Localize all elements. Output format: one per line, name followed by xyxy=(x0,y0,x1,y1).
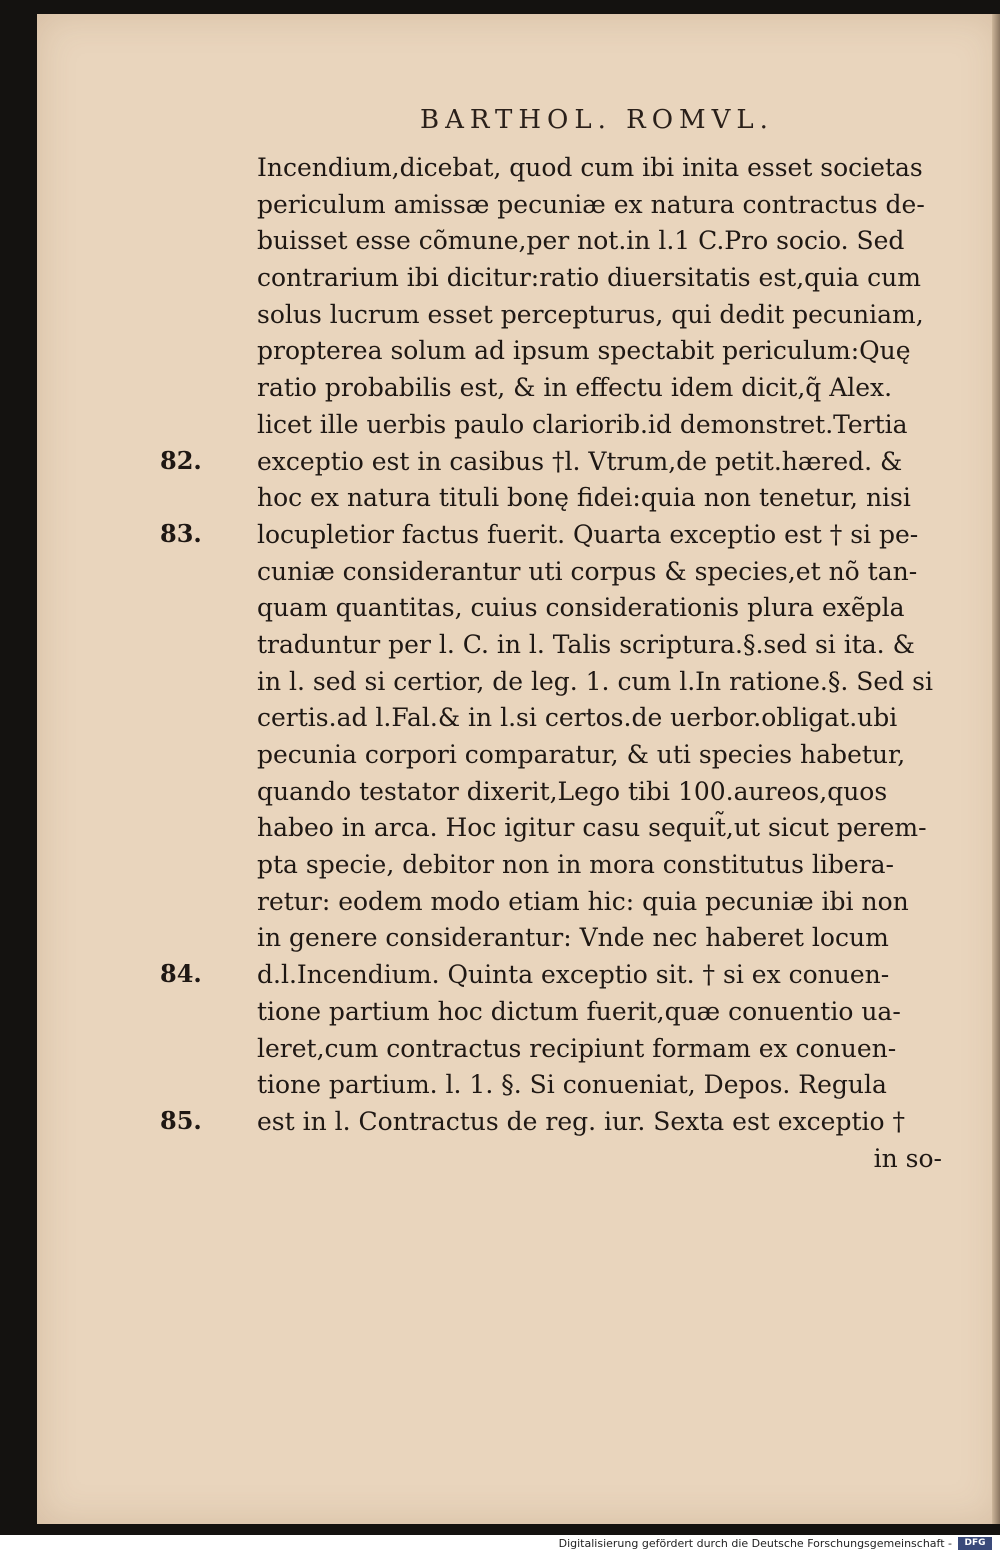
text-line: cuniæ considerantur uti corpus & species,et nõ tan- xyxy=(257,556,918,586)
text-line: tione partium hoc dictum fuerit,quæ conuentio ua- xyxy=(257,996,901,1026)
text-line: propterea solum ad ipsum spectabit periculum:Quę xyxy=(257,336,911,366)
text-line: pecunia corpori comparatur, & uti species habetur, xyxy=(257,740,906,769)
text-line: tione partium. l. 1. §. Si conueniat, Depos. Regula xyxy=(257,1070,887,1100)
marginal-number: 84. xyxy=(160,959,202,989)
footer-bar xyxy=(0,1535,1000,1553)
marginal-number: 83. xyxy=(160,519,202,548)
text-line: leret,cum contractus recipiunt formam ex conuen- xyxy=(257,1033,897,1063)
text-line: certis.ad l.Fal.& in l.si certos.de uerbor.obligat.ubi xyxy=(257,703,898,733)
text-line: quam quantitas, cuius considerationis plura exẽpla xyxy=(257,593,905,623)
text-line: hoc ex natura tituli bonę fidei:quia non tenetur, nisi xyxy=(257,483,911,513)
text-line: solus lucrum esset percepturus, qui dedit pecuniam, xyxy=(257,299,924,329)
text-line: Incendium,dicebat, quod cum ibi inita esset societas xyxy=(257,153,923,182)
text-line: licet ille uerbis paulo clariorib.id demonstret.Tertia xyxy=(257,409,908,439)
text-line: locupletior factus fuerit. Quarta exceptio est † si pe- xyxy=(257,519,919,549)
text-line: contrarium ibi dicitur:ratio diuersitatis est,quia cum xyxy=(257,263,921,293)
text-line: est in l. Contractus de reg. iur. Sexta est exceptio † xyxy=(257,1106,906,1136)
text-line: periculum amissæ pecuniæ ex natura contractus de- xyxy=(257,189,925,219)
funding-notice: Digitalisierung gefördert durch die Deutsche Forschungsgemeinschaft - xyxy=(558,1537,952,1550)
text-line: pta specie, debitor non in mora constitutus libera- xyxy=(257,850,894,880)
marginal-number: 85. xyxy=(160,1106,202,1136)
text-line: traduntur per l. C. in l. Talis scriptura.§.sed si ita. & xyxy=(257,629,915,659)
text-line: in genere considerantur: Vnde nec haberet locum xyxy=(257,923,889,953)
text-line: exceptio est in casibus †l. Vtrum,de petit.hæred. & xyxy=(257,446,903,476)
text-line: retur: eodem modo etiam hic: quia pecuniæ ibi non xyxy=(257,886,909,916)
running-head: BARTHOL. ROMVL. xyxy=(420,105,774,135)
text-line: in so- xyxy=(873,1143,942,1173)
text-line: d.l.Incendium. Quinta exceptio sit. † si ex conuen- xyxy=(257,960,890,990)
page-edge xyxy=(992,14,1000,1524)
text-line: quando testator dixerit,Lego tibi 100.aureos,quos xyxy=(257,776,888,806)
text-line: buisset esse cõmune,per not.in l.1 C.Pro socio. Sed xyxy=(257,226,905,256)
text-line: habeo in arca. Hoc igitur casu sequit̃,ut sicut perem- xyxy=(257,813,927,843)
body-text xyxy=(257,150,962,1177)
dfg-logo: DFG xyxy=(958,1537,992,1550)
text-line: in l. sed si certior, de leg. 1. cum l.In ratione.§. Sed si xyxy=(257,666,933,696)
text-line: ratio probabilis est, & in effectu idem dicit,q̃ Alex. xyxy=(257,373,893,403)
marginal-number: 82. xyxy=(160,445,202,475)
